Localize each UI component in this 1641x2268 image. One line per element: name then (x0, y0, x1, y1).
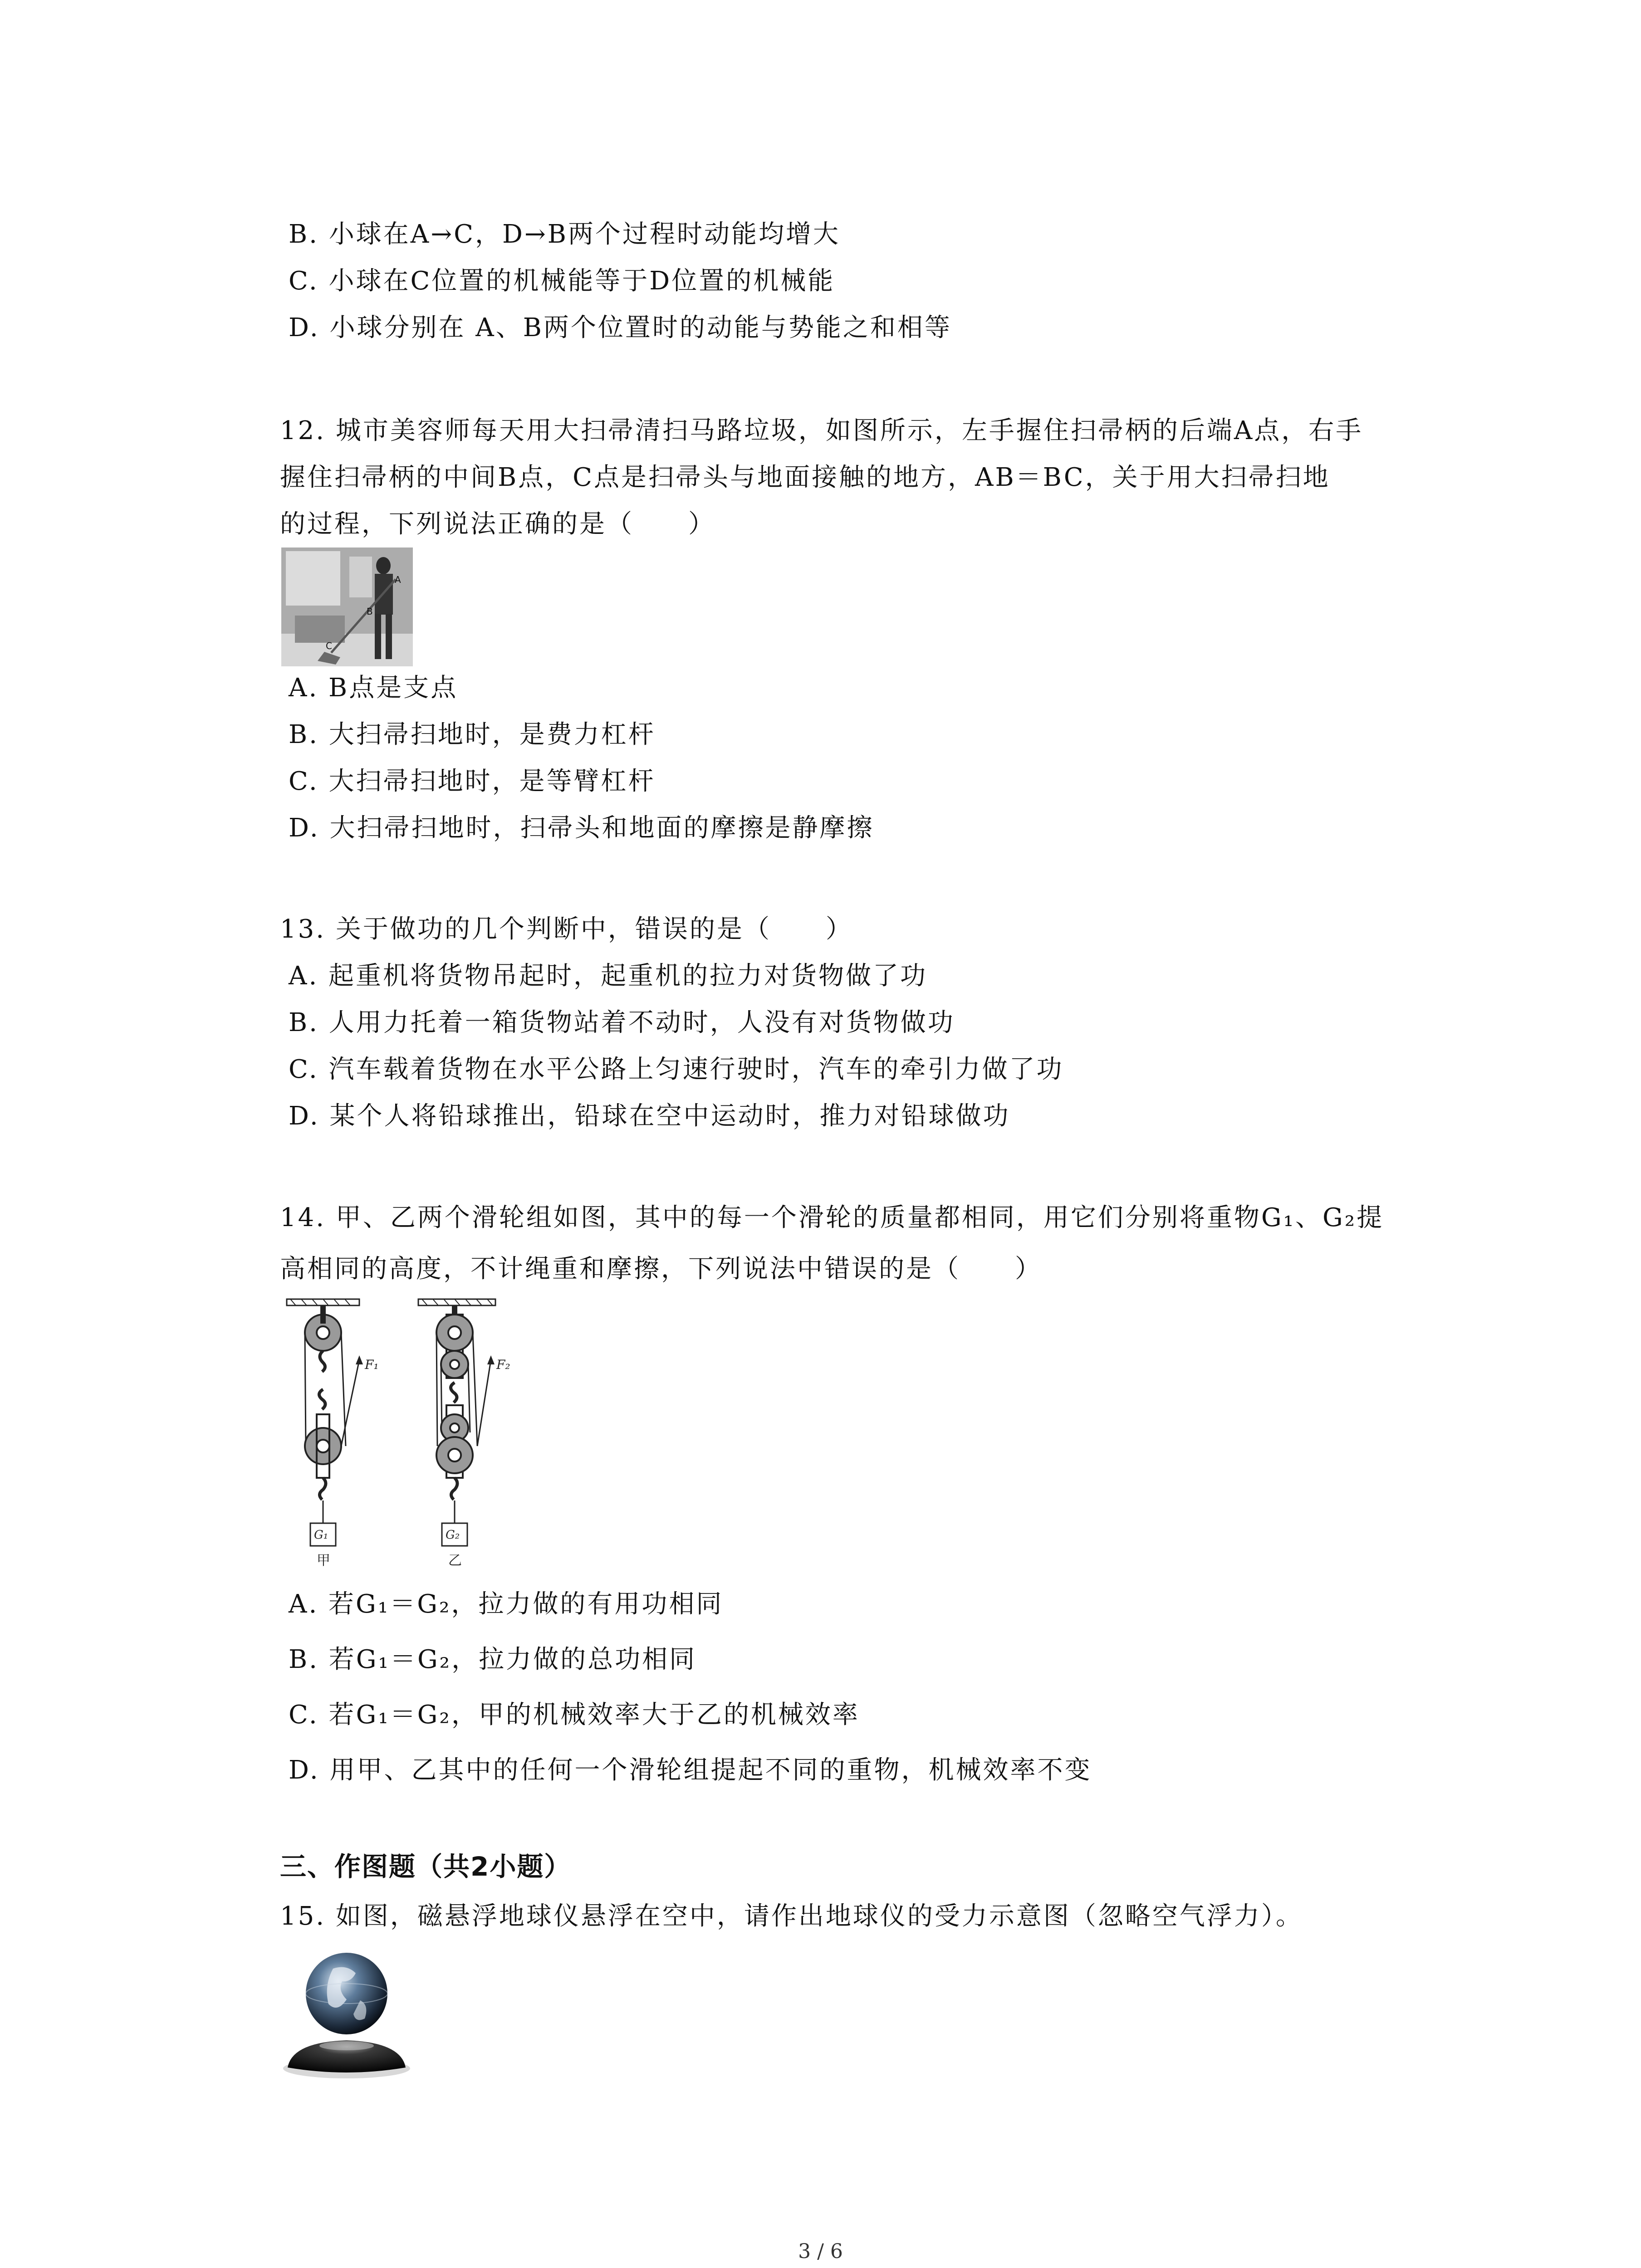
label-c: C (326, 640, 332, 651)
label-f2: F₂ (496, 1357, 510, 1372)
q12-stem-line3: 的过程，下列说法正确的是（ ） (280, 509, 715, 539)
q14-stem-line2: 高相同的高度，不计绳重和摩擦，下列说法中错误的是（ ） (280, 1254, 1042, 1284)
q14-option-c: C. 若G₁＝G₂，甲的机械效率大于乙的机械效率 (289, 1700, 860, 1730)
section-title: 三、作图题（共2小题） (280, 1851, 572, 1882)
q14-stem-line1: 14. 甲、乙两个滑轮组如图，其中的每一个滑轮的质量都相同，用它们分别将重物G₁、G₂提 (280, 1203, 1384, 1232)
label-g1: G₁ (314, 1528, 328, 1542)
q13-option-c: C. 汽车载着货物在水平公路上匀速行驶时，汽车的牵引力做了功 (289, 1055, 1064, 1084)
q15-stem: 15. 如图，磁悬浮地球仪悬浮在空中，请作出地球仪的受力示意图（忽略空气浮力）。 (280, 1901, 1303, 1931)
q13-option-a: A. 起重机将货物吊起时，起重机的拉力对货物做了功 (289, 961, 928, 991)
q11-option-b: B. 小球在A→C，D→B两个过程时动能均增大 (289, 220, 840, 249)
q14-option-d: D. 用甲、乙其中的任何一个滑轮组提起不同的重物，机械效率不变 (289, 1755, 1092, 1785)
q12-option-b: B. 大扫帚扫地时，是费力杠杆 (289, 720, 656, 749)
pulley-figure (278, 1296, 514, 1587)
page-number: 3 / 6 (798, 2240, 843, 2263)
q11-option-d: D. 小球分别在 A、B两个位置时的动能与势能之和相等 (289, 313, 952, 342)
q14-option-a: A. 若G₁＝G₂，拉力做的有用功相同 (289, 1589, 724, 1619)
maglev-globe-figure (279, 1950, 415, 2087)
label-b: B (367, 606, 373, 617)
label-g2: G₂ (446, 1528, 460, 1542)
label-a: A (395, 574, 401, 585)
broom-photo (281, 547, 413, 666)
label-yi: 乙 (448, 1553, 462, 1569)
q12-option-d: D. 大扫帚扫地时，扫帚头和地面的摩擦是静摩擦 (289, 813, 874, 843)
q14-option-b: B. 若G₁＝G₂，拉力做的总功相同 (289, 1645, 697, 1674)
q13-option-d: D. 某个人将铅球推出，铅球在空中运动时，推力对铅球做功 (289, 1101, 1010, 1131)
q12-option-a: A. B点是支点 (289, 673, 458, 703)
q13-stem: 13. 关于做功的几个判断中，错误的是（ ） (280, 914, 853, 944)
q13-option-b: B. 人用力托着一箱货物站着不动时，人没有对货物做功 (289, 1008, 955, 1037)
label-f1: F₁ (365, 1357, 379, 1372)
q12-stem-line1: 12. 城市美容师每天用大扫帚清扫马路垃圾，如图所示，左手握住扫帚柄的后端A点，右手 (280, 416, 1363, 445)
label-jia: 甲 (317, 1553, 330, 1569)
q11-option-c: C. 小球在C位置的机械能等于D位置的机械能 (289, 266, 835, 296)
q12-option-c: C. 大扫帚扫地时，是等臂杠杆 (289, 767, 656, 796)
q12-stem-line2: 握住扫帚柄的中间B点，C点是扫帚头与地面接触的地方，AB＝BC，关于用大扫帚扫地 (280, 463, 1330, 492)
